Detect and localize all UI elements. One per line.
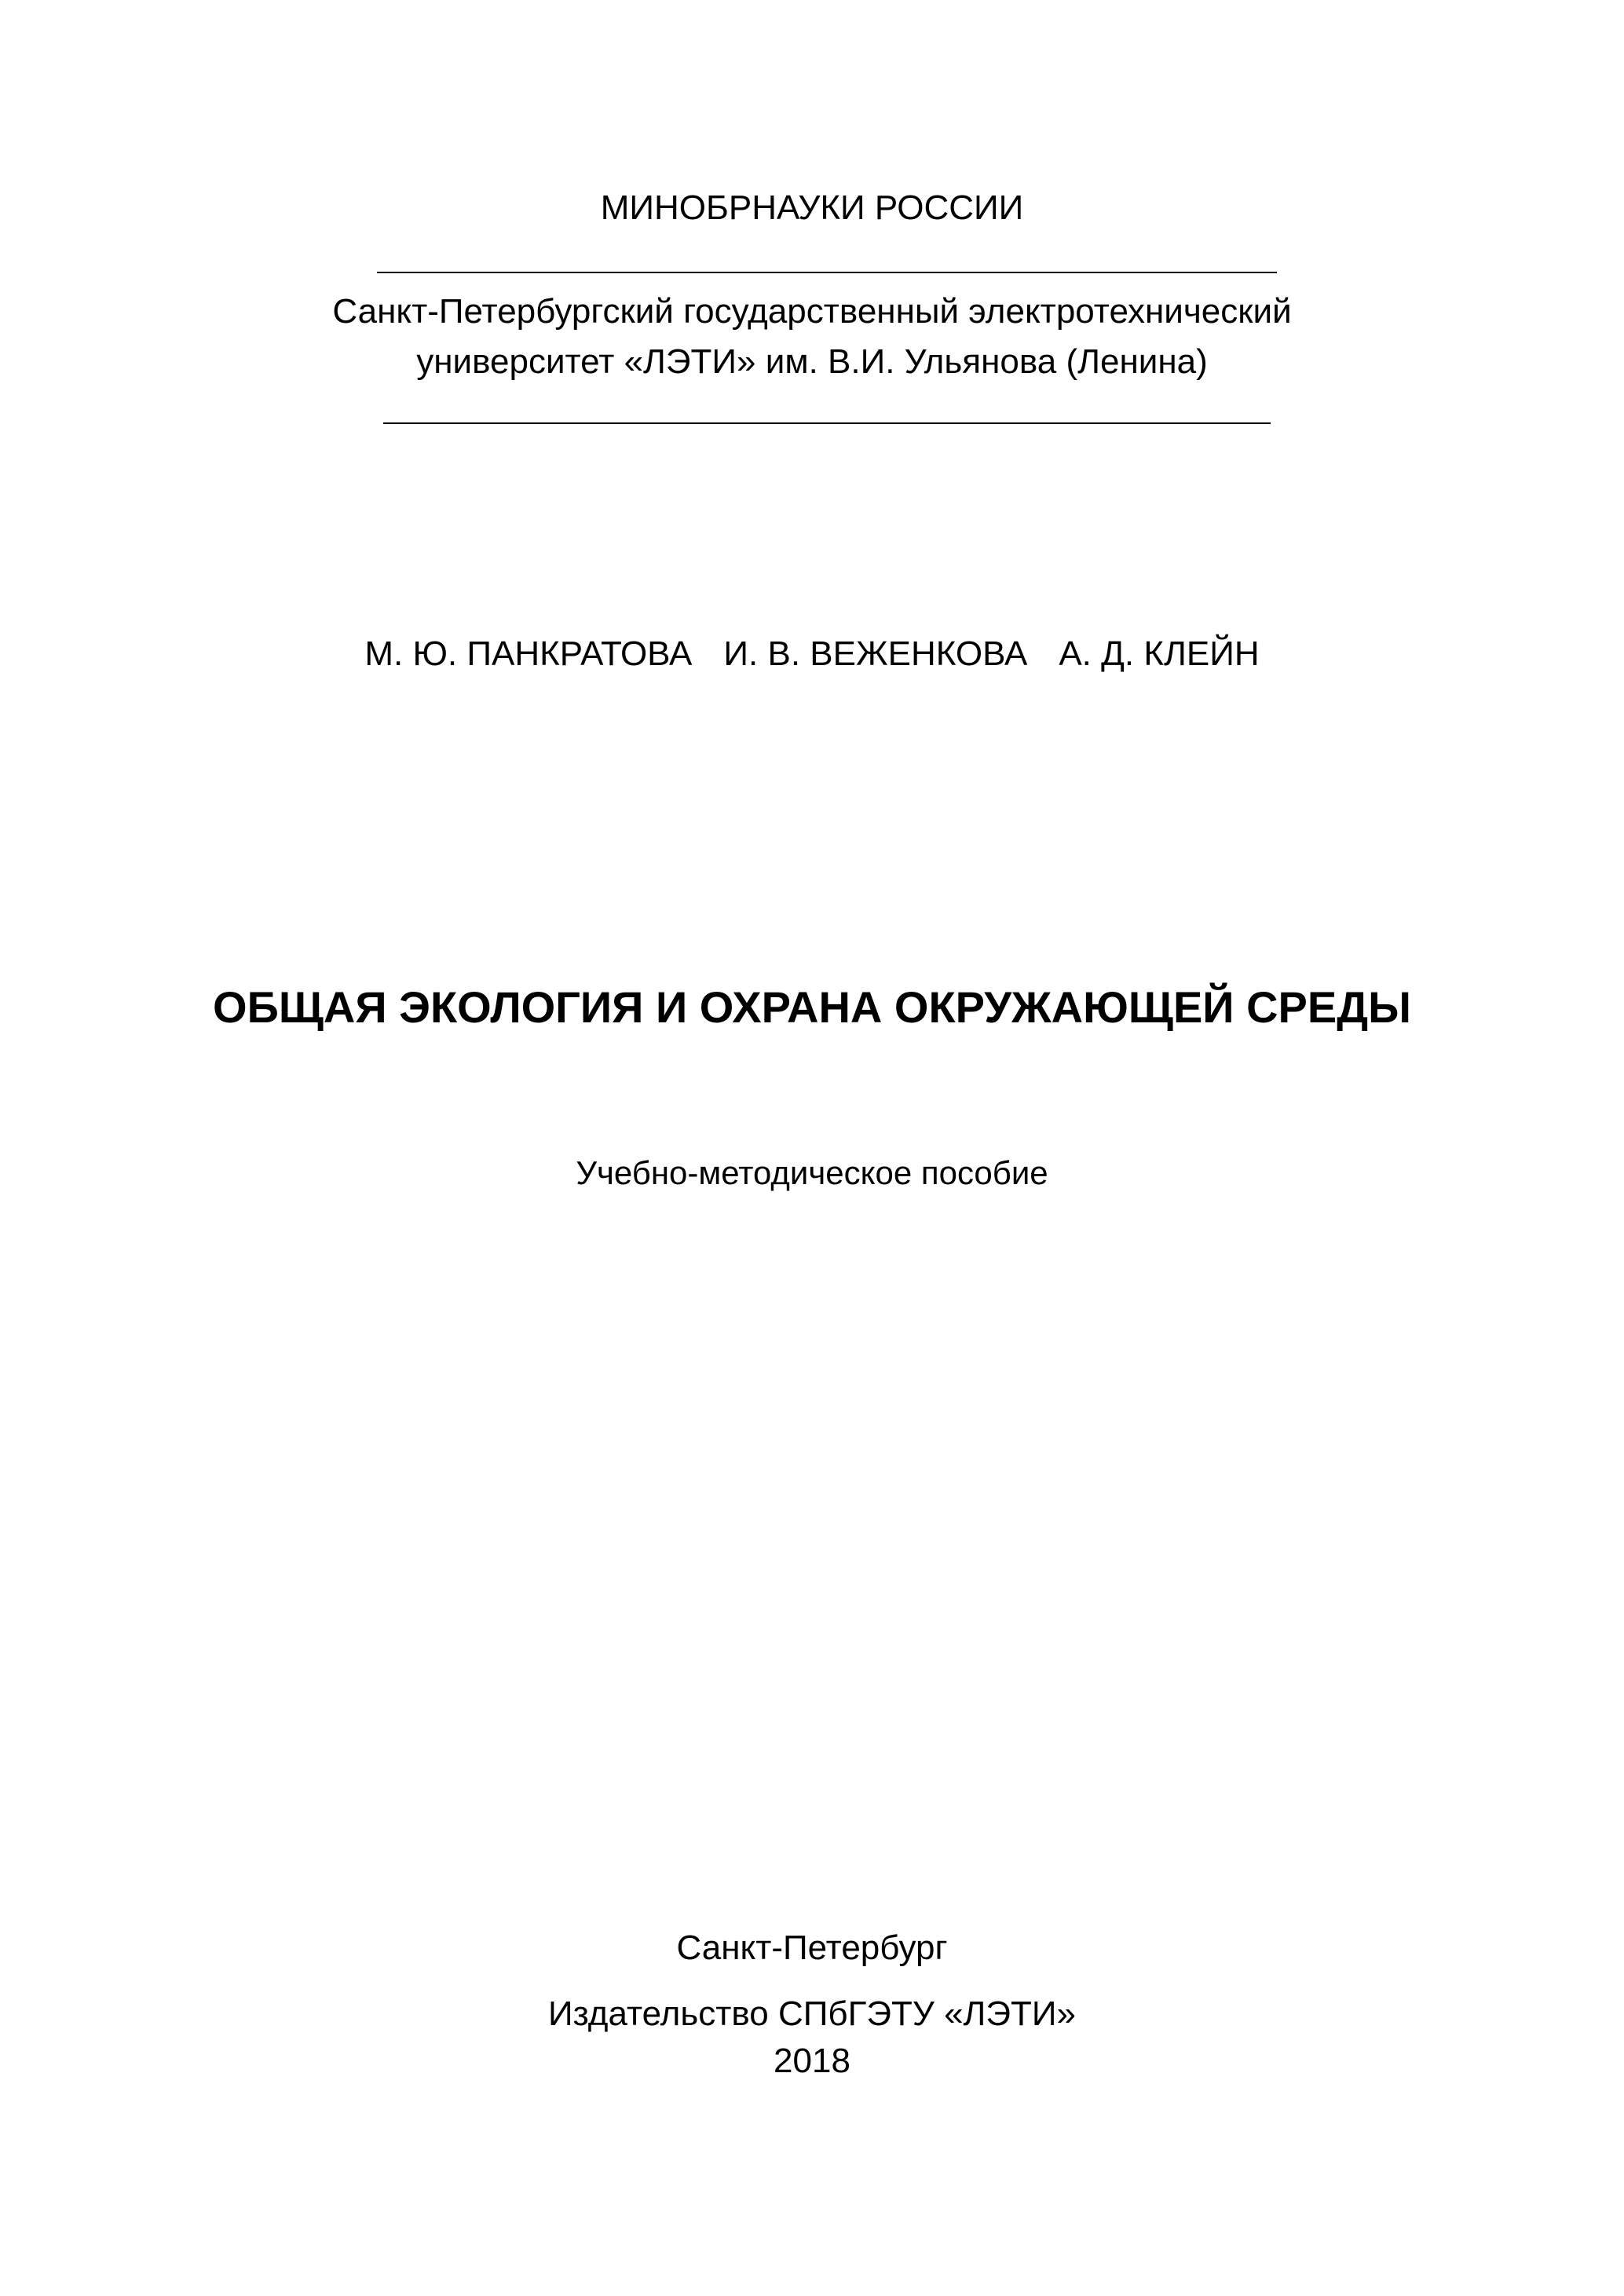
authors-list	[0, 634, 1624, 674]
ministry-name: МИНОБРНАУКИ РОССИИ	[600, 188, 1024, 227]
author-name: И. В. ВЕЖЕНКОВА	[723, 634, 1028, 673]
header-divider-bottom	[383, 422, 1271, 424]
document-title: ОБЩАЯ ЭКОЛОГИЯ И ОХРАНА ОКРУЖАЮЩЕЙ СРЕДЫ	[213, 982, 1411, 1032]
document-subtitle: Учебно-методическое пособие	[576, 1154, 1048, 1191]
publication-year: 2018	[774, 2042, 850, 2080]
author-name: М. Ю. ПАНКРАТОВА	[364, 634, 693, 673]
publisher-name: Издательство СПбГЭТУ «ЛЭТИ»	[547, 1994, 1077, 2033]
author-name: А. Д. КЛЕЙН	[1059, 634, 1260, 673]
university-name-line-2: университет «ЛЭТИ» им. В.И. Ульянова (Ленина)	[416, 342, 1208, 381]
university-name-line-1: Санкт-Петербургский государственный электротехнический	[332, 292, 1292, 331]
publication-city: Санкт-Петербург	[676, 1929, 948, 1967]
header-divider-top	[377, 272, 1277, 273]
